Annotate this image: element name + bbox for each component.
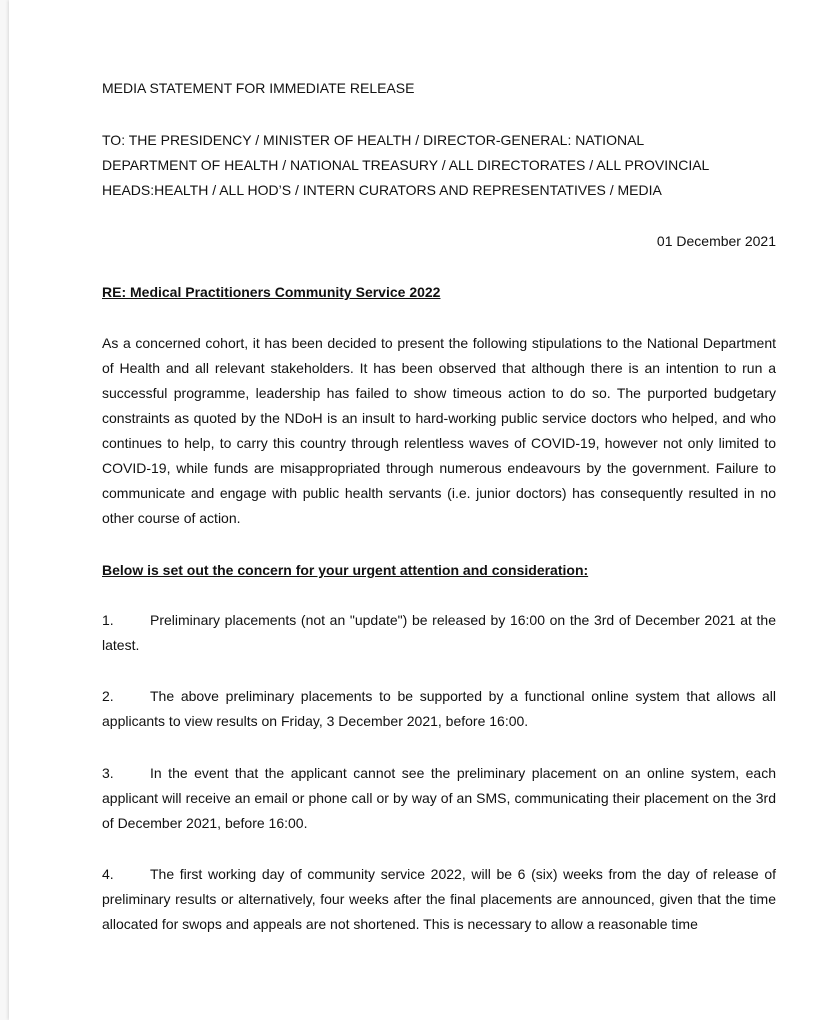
list-item xyxy=(102,684,776,734)
document-heading: MEDIA STATEMENT FOR IMMEDIATE RELEASE xyxy=(102,80,415,96)
list-item-number: 3. xyxy=(102,765,114,781)
concerns-heading: Below is set out the concern for your urgent attention and consideration: xyxy=(102,562,589,578)
subject-line: RE: Medical Practitioners Community Service 2022 xyxy=(102,284,441,300)
list-item-number: 4. xyxy=(102,866,114,882)
recipients-block xyxy=(102,128,776,203)
recipients-line-3: HEADS:HEALTH / ALL HOD’S / INTERN CURATORS AND REPRESENTATIVES / MEDIA xyxy=(102,182,662,198)
list-item xyxy=(102,608,776,658)
recipients-line-2: DEPARTMENT OF HEALTH / NATIONAL TREASURY / ALL DIRECTORATES / ALL PROVINCIAL xyxy=(102,157,710,173)
statement-date: 01 December 2021 xyxy=(656,233,776,249)
list-item-number: 2. xyxy=(102,688,114,704)
list-item-text: The first working day of community service 2022, will be 6 (six) weeks from the day of release of preliminary results or alternatively, four weeks after the final placements are announced, given that the time allocated for swops and appeals are not shortened. This is necessary to allow a reasonable time xyxy=(102,866,776,932)
list-item-text: The above preliminary placements to be supported by a functional online system that allows all applicants to view results on Friday, 3 December 2021, before 16:00. xyxy=(102,688,776,729)
list-item-number: 1. xyxy=(102,612,114,628)
intro-paragraph: As a concerned cohort, it has been decided to present the following stipulations to the National Department of Health and all relevant stakeholders. It has been observed that although there is an intention to run a successful programme, leadership has failed to show timeous action to do so. The purported budgetary constraints as quoted by the NDoH is an insult to hard-working public service doctors who helped, and who continues to help, to carry this country through relentless waves of COVID-19, however not only limited to COVID-19, while funds are misappropriated through numerous endeavours by the government. Failure to communicate and engage with public health servants (i.e. junior doctors) has consequently resulted in no other course of action. xyxy=(102,335,776,526)
list-item-text: Preliminary placements (not an "update") be released by 16:00 on the 3rd of December 2021 at the latest. xyxy=(102,612,776,653)
recipients-line-1: TO: THE PRESIDENCY / MINISTER OF HEALTH / DIRECTOR-GENERAL: NATIONAL xyxy=(102,132,645,148)
list-item xyxy=(102,761,776,836)
list-item-text: In the event that the applicant cannot see the preliminary placement on an online system, each applicant will receive an email or phone call or by way of an SMS, communicating their placement on the 3rd of December 2021, before 16:00. xyxy=(102,765,776,831)
list-item xyxy=(102,862,776,937)
